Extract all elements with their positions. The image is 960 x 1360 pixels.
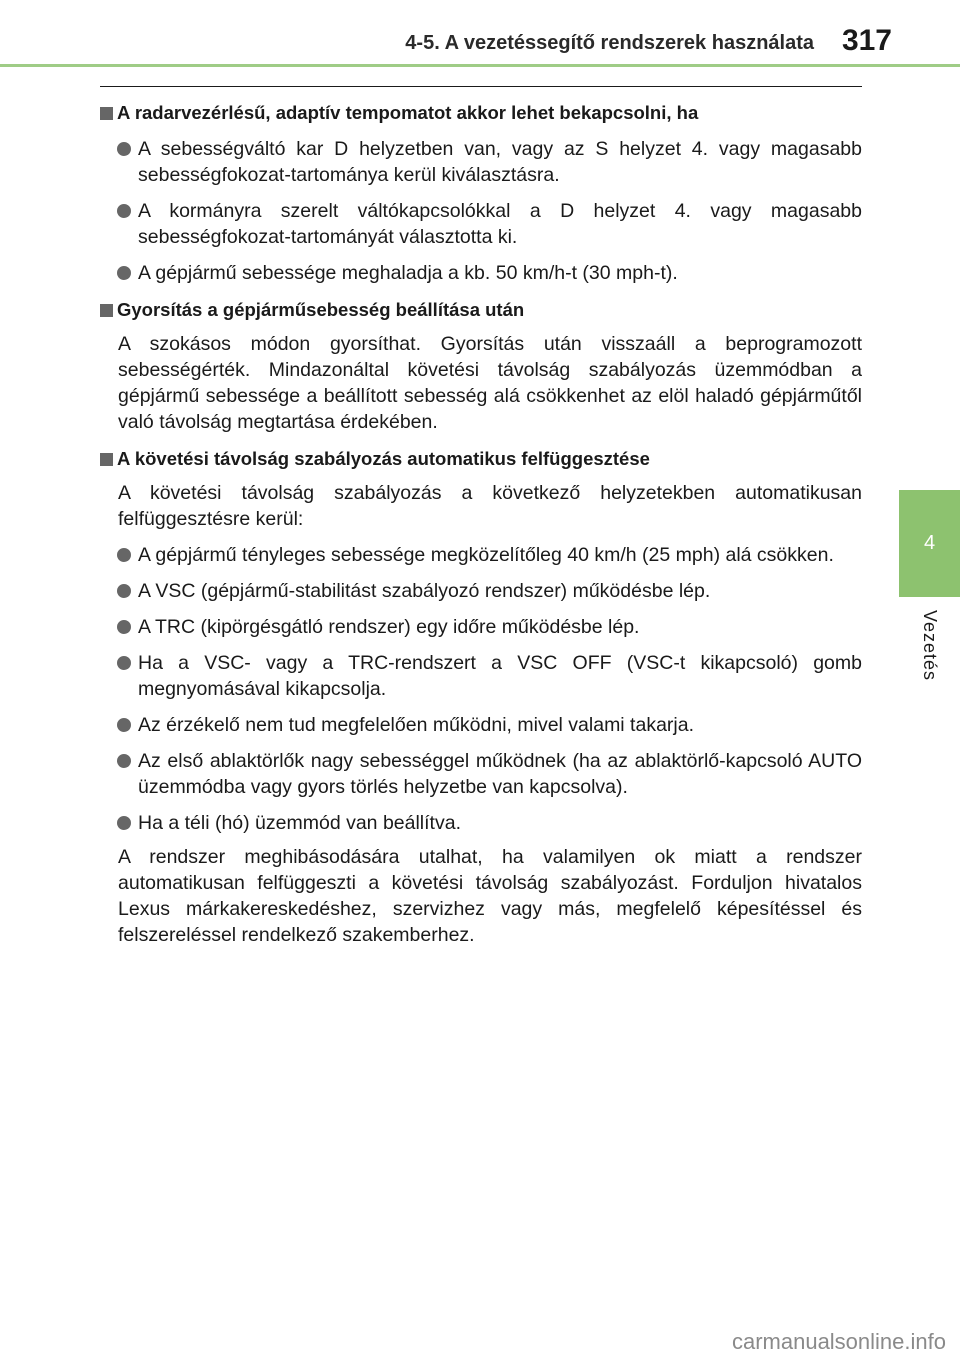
list-item: A gépjármű sebessége meghaladja a kb. 50 km/h-t (30 mph-t). — [100, 260, 862, 286]
page-content — [100, 100, 862, 948]
paragraph: A szokásos módon gyorsíthat. Gyorsítás után visszaáll a beprogramozott sebességérték. Mindazonáltal követési távolság szabályozás üzemmódban a gépjármű sebessége a beállított sebesség alá csökkenhet az elöl haladó gépjárműtől való távolság megtartása érdekében. — [118, 333, 862, 433]
header-divider — [0, 64, 960, 67]
watermark: carmanualsonline.info — [731, 1329, 946, 1354]
chapter-label: Vezetés — [920, 610, 940, 682]
circle-bullet-icon — [117, 142, 131, 156]
square-bullet-icon — [100, 304, 113, 317]
circle-bullet-icon — [117, 816, 131, 830]
closing-paragraph: A rendszer meghibásodására utalhat, ha valamilyen ok miatt a rendszer automatikusan felfüggeszti a követési távolság szabályozást. Forduljon hivatalos Lexus márkakereskedéshez, szervizhez vagy más, megfelelő képesítéssel és felszereléssel rendelkező szakemberhez. — [118, 846, 862, 946]
page-number: 317 — [841, 24, 892, 57]
paragraph: A követési távolság szabályozás a következő helyzetekben automatikusan felfüggesztésre kerül: — [118, 482, 862, 530]
list-item: Ha a VSC- vagy a TRC-rendszert a VSC OFF (VSC-t kikapcsoló) gomb megnyomásával kikapcsolja. — [100, 650, 862, 702]
list-item: A sebességváltó kar D helyzetben van, vagy az S helyzet 4. vagy magasabb sebességfokozat-tartománya kerül kiválasztásra. — [100, 136, 862, 188]
list-item: Ha a téli (hó) üzemmód van beállítva. — [100, 810, 862, 836]
section-heading: A követési távolság szabályozás automatikus felfüggesztése — [100, 446, 862, 472]
content-divider — [100, 86, 862, 87]
circle-bullet-icon — [117, 718, 131, 732]
circle-bullet-icon — [117, 548, 131, 562]
list-item: A VSC (gépjármű-stabilitást szabályozó rendszer) működésbe lép. — [100, 578, 862, 604]
chapter-tab[interactable] — [899, 490, 960, 597]
circle-bullet-icon — [117, 266, 131, 280]
circle-bullet-icon — [117, 754, 131, 768]
circle-bullet-icon — [117, 204, 131, 218]
chapter-number: 4 — [923, 532, 936, 554]
circle-bullet-icon — [117, 620, 131, 634]
circle-bullet-icon — [117, 584, 131, 598]
square-bullet-icon — [100, 453, 113, 466]
list-item: A gépjármű tényleges sebessége megközelítőleg 40 km/h (25 mph) alá csökken. — [100, 542, 862, 568]
circle-bullet-icon — [117, 656, 131, 670]
list-item: Az érzékelő nem tud megfelelően működni, mivel valami takarja. — [100, 712, 862, 738]
list-item: Az első ablaktörlők nagy sebességgel működnek (ha az ablaktörlő-kapcsoló AUTO üzemmódba vagy gyors törlés helyzetbe van kapcsolva). — [100, 748, 862, 800]
square-bullet-icon — [100, 107, 113, 120]
section-title: 4-5. A vezetéssegítő rendszerek használata — [405, 32, 814, 54]
page-header — [0, 0, 960, 70]
list-item: A TRC (kipörgésgátló rendszer) egy időre működésbe lép. — [100, 614, 862, 640]
section-heading: Gyorsítás a gépjárműsebesség beállítása után — [100, 297, 862, 323]
list-item: A kormányra szerelt váltókapcsolókkal a D helyzet 4. vagy magasabb sebességfokozat-tartományát választotta ki. — [100, 198, 862, 250]
section-heading: A radarvezérlésű, adaptív tempomatot akkor lehet bekapcsolni, ha — [100, 100, 862, 126]
